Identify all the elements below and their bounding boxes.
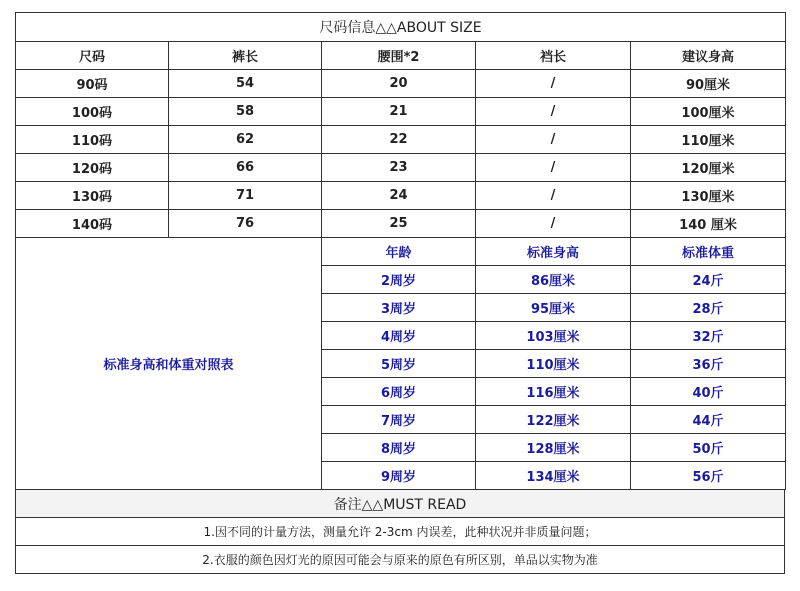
height-cell: 110厘米	[631, 126, 786, 154]
column-header: 裆长	[476, 42, 631, 70]
std-weight-cell: 50斤	[631, 434, 786, 462]
age-cell: 5周岁	[322, 350, 476, 378]
std-weight-cell: 32斤	[631, 322, 786, 350]
rise-cell: /	[476, 126, 631, 154]
waist-cell: 25	[322, 210, 476, 238]
std-weight-cell: 36斤	[631, 350, 786, 378]
length-cell: 58	[169, 98, 322, 126]
column-header: 年龄	[322, 238, 476, 266]
note-item: 1.因不同的计量方法，测量允许 2-3cm 内误差，此种状况并非质量问题；	[16, 518, 785, 546]
table-row	[16, 70, 786, 98]
rise-cell: /	[476, 154, 631, 182]
column-header: 标准体重	[631, 238, 786, 266]
table-row	[16, 210, 786, 238]
size-cell: 120码	[16, 154, 169, 182]
size-cell: 130码	[16, 182, 169, 210]
waist-cell: 24	[322, 182, 476, 210]
std-height-cell: 95厘米	[476, 294, 631, 322]
height-cell: 120厘米	[631, 154, 786, 182]
std-height-cell: 128厘米	[476, 434, 631, 462]
age-cell: 3周岁	[322, 294, 476, 322]
height-cell: 90厘米	[631, 70, 786, 98]
std-height-cell: 134厘米	[476, 462, 631, 490]
std-weight-cell: 44斤	[631, 406, 786, 434]
std-weight-cell: 28斤	[631, 294, 786, 322]
size-cell: 100码	[16, 98, 169, 126]
column-header: 裤长	[169, 42, 322, 70]
waist-cell: 20	[322, 70, 476, 98]
length-cell: 62	[169, 126, 322, 154]
size-table	[15, 12, 786, 238]
table-row	[16, 154, 786, 182]
waist-cell: 21	[322, 98, 476, 126]
notes-table	[15, 490, 785, 574]
age-header-row	[16, 238, 786, 266]
size-chart	[15, 12, 785, 577]
std-height-cell: 110厘米	[476, 350, 631, 378]
column-header: 标准身高	[476, 238, 631, 266]
column-header: 尺码	[16, 42, 169, 70]
length-cell: 66	[169, 154, 322, 182]
std-height-cell: 86厘米	[476, 266, 631, 294]
note-item: 2.衣服的颜色因灯光的原因可能会与原来的原色有所区别，单品以实物为准	[16, 546, 785, 574]
height-weight-label: 标准身高和体重对照表	[16, 238, 322, 490]
length-cell: 71	[169, 182, 322, 210]
height-cell: 140 厘米	[631, 210, 786, 238]
age-cell: 7周岁	[322, 406, 476, 434]
size-info-title: 尺码信息△△ABOUT SIZE	[16, 13, 786, 42]
rise-cell: /	[476, 210, 631, 238]
std-weight-cell: 56斤	[631, 462, 786, 490]
std-height-cell: 103厘米	[476, 322, 631, 350]
age-cell: 6周岁	[322, 378, 476, 406]
height-weight-table	[15, 238, 786, 490]
age-cell: 8周岁	[322, 434, 476, 462]
age-cell: 4周岁	[322, 322, 476, 350]
size-cell: 90码	[16, 70, 169, 98]
age-cell: 2周岁	[322, 266, 476, 294]
notes-title: 备注△△MUST READ	[16, 490, 785, 518]
height-cell: 130厘米	[631, 182, 786, 210]
size-cell: 110码	[16, 126, 169, 154]
rise-cell: /	[476, 70, 631, 98]
std-weight-cell: 40斤	[631, 378, 786, 406]
waist-cell: 22	[322, 126, 476, 154]
height-cell: 100厘米	[631, 98, 786, 126]
table-row	[16, 98, 786, 126]
rise-cell: /	[476, 182, 631, 210]
size-header-row	[16, 42, 786, 70]
std-weight-cell: 24斤	[631, 266, 786, 294]
std-height-cell: 122厘米	[476, 406, 631, 434]
length-cell: 54	[169, 70, 322, 98]
size-cell: 140码	[16, 210, 169, 238]
rise-cell: /	[476, 98, 631, 126]
waist-cell: 23	[322, 154, 476, 182]
table-row	[16, 182, 786, 210]
length-cell: 76	[169, 210, 322, 238]
column-header: 腰围*2	[322, 42, 476, 70]
std-height-cell: 116厘米	[476, 378, 631, 406]
column-header: 建议身高	[631, 42, 786, 70]
age-cell: 9周岁	[322, 462, 476, 490]
table-row	[16, 126, 786, 154]
